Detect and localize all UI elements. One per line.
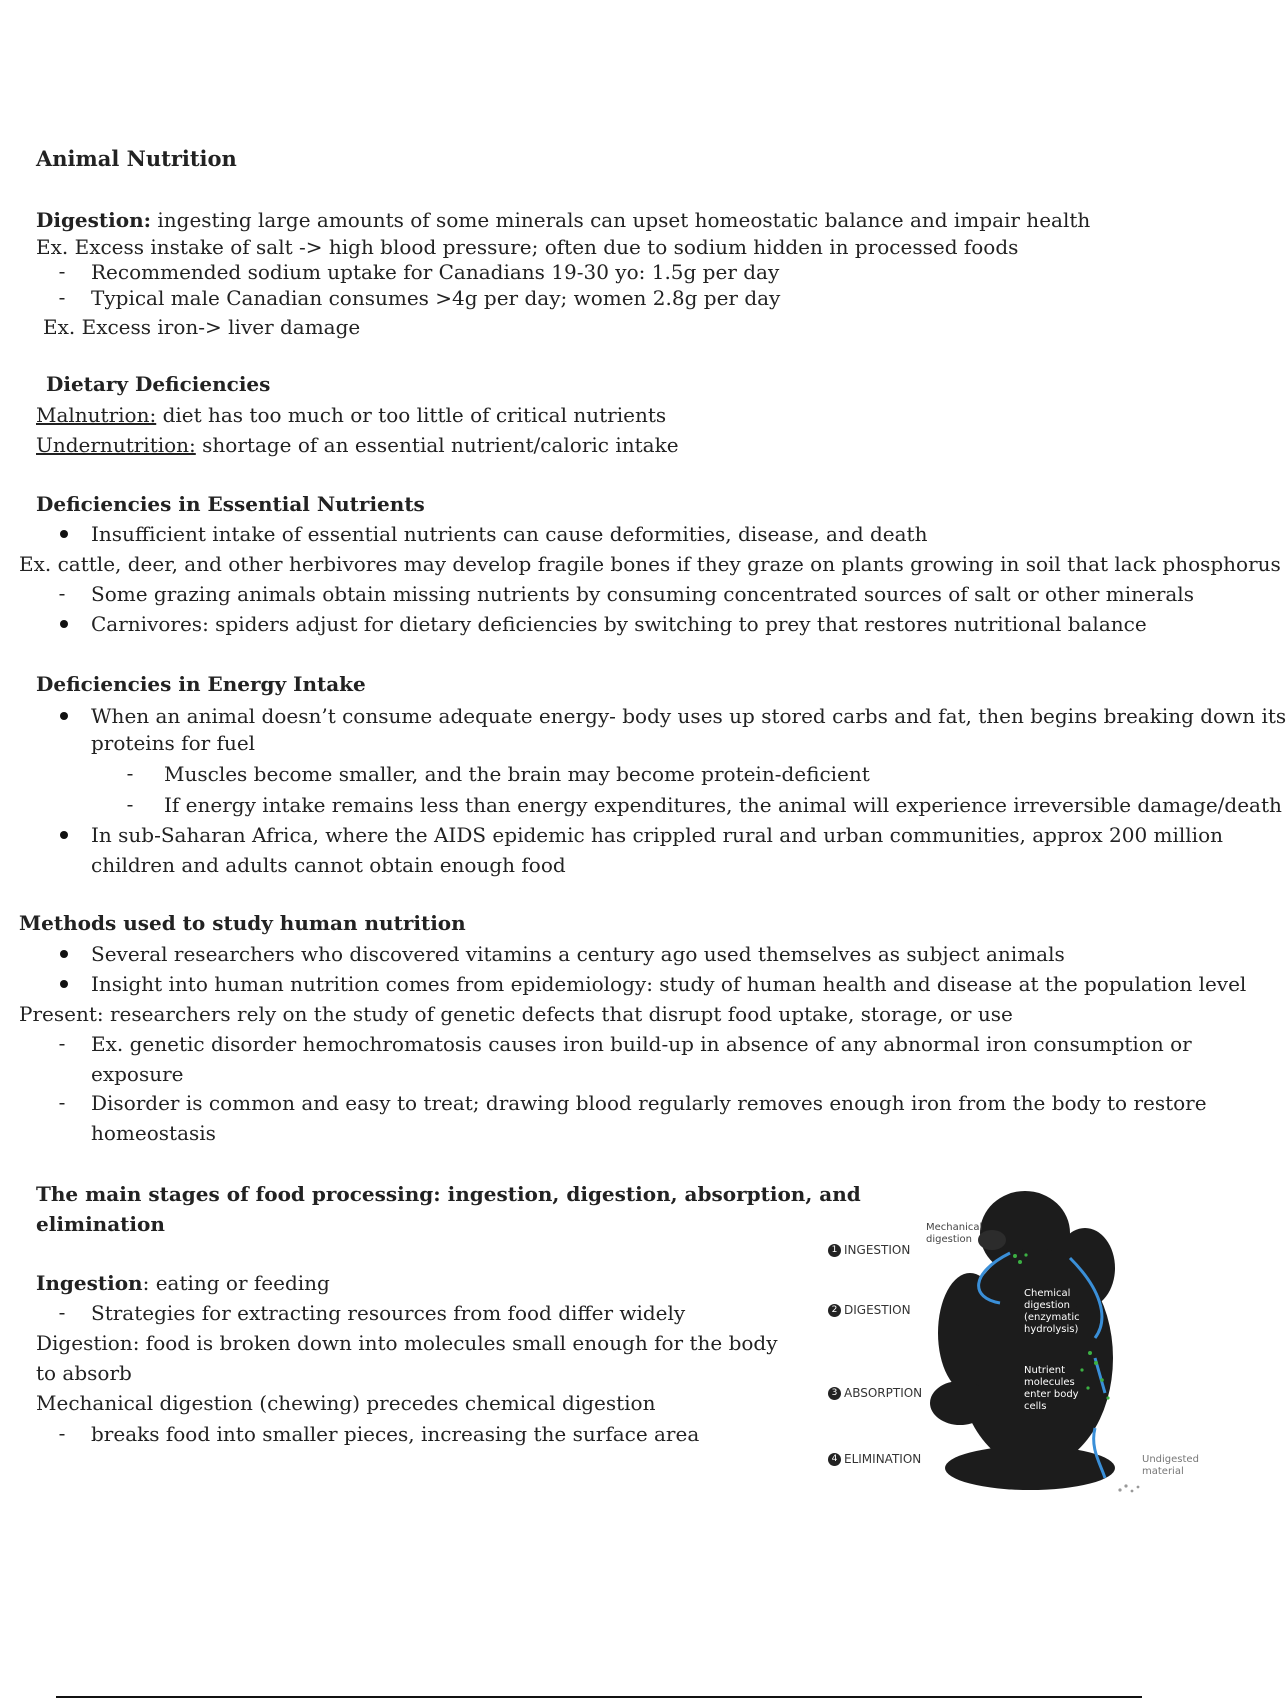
energy-bullet-2-line-1: In sub-Saharan Africa, where the AIDS epidemic has crippled rural and urban communities, approx 200 million [91,823,1224,847]
essential-nutrients-heading: Deficiencies in Essential Nutrients [36,492,425,516]
methods-treatment-line-1: Disorder is common and easy to treat; drawing blood regularly removes enough iron from the body to restore [91,1091,1207,1115]
dash-marker: - [126,761,134,785]
stages-heading-line-2: elimination [36,1212,165,1236]
digestion-stage-line-1: Digestion: food is broken down into molecules small enough for the body [36,1331,778,1355]
energy-sub-muscles: Muscles become smaller, and the brain may become protein-deficient [164,762,870,786]
bullet-dot [60,831,68,839]
dash-marker: - [58,581,66,605]
malnutrition-line [36,402,666,428]
bullet-dot [60,980,68,988]
digestion-example-salt: Ex. Excess instake of salt -> high blood pressure; often due to sodium hidden in processed foods [36,235,1019,259]
dash-marker: - [58,1300,66,1324]
energy-sub-expenditure: If energy intake remains less than energy expenditures, the animal will experience irreversible damage/death [164,793,1282,817]
label-nutrient-molecules: Nutrient molecules enter body cells [1024,1365,1079,1412]
stage-number: 1 [828,1244,841,1257]
dash-marker: - [58,285,66,309]
methods-hemochromatosis-line-2: exposure [91,1062,184,1086]
ingestion-term: Ingestion [36,1271,143,1295]
essential-bullet-1: Insufficient intake of essential nutrients can cause deformities, disease, and death [91,522,928,546]
stage-label: INGESTION [844,1243,911,1257]
mechanical-digestion-line: Mechanical digestion (chewing) precedes chemical digestion [36,1391,656,1415]
essential-example: Ex. cattle, deer, and other herbivores may develop fragile bones if they graze on plants growing in soil that lack phosphorus [19,552,1281,576]
methods-present: Present: researchers rely on the study of genetic defects that disrupt food uptake, storage, or use [19,1002,1013,1026]
bullet-dot [60,712,68,720]
ingestion-line [36,1270,330,1296]
stage-digestion [828,1303,911,1317]
essential-grazing: Some grazing animals obtain missing nutrients by consuming concentrated sources of salt or other minerals [91,582,1194,606]
stage-number: 2 [828,1304,841,1317]
sodium-typical: Typical male Canadian consumes >4g per day; women 2.8g per day [91,286,781,310]
dash-marker: - [58,259,66,283]
essential-carnivores: Carnivores: spiders adjust for dietary deficiencies by switching to prey that restores nutritional balance [91,612,1147,636]
ingestion-strategies: Strategies for extracting resources from food differ widely [91,1301,686,1325]
label-chemical-digestion: Chemical digestion (enzymatic hydrolysis) [1024,1288,1080,1335]
label-mechanical-digestion: Mechanical digestion [926,1222,983,1245]
stages-heading-line-1: The main stages of food processing: ingestion, digestion, absorption, and [36,1182,861,1206]
ingestion-definition: : eating or feeding [142,1271,330,1295]
methods-bullet-vitamins: Several researchers who discovered vitamins a century ago used themselves as subject animals [91,942,1065,966]
stage-number: 4 [828,1453,841,1466]
bullet-dot [60,620,68,628]
malnutrition-definition: diet has too much or too little of critical nutrients [156,403,667,427]
stage-elimination [828,1452,921,1466]
surface-area-line: breaks food into smaller pieces, increasing the surface area [91,1422,700,1446]
page-bottom-rule [56,1696,1142,1698]
bullet-dot [60,950,68,958]
dash-marker: - [58,1090,66,1114]
methods-hemochromatosis-line-1: Ex. genetic disorder hemochromatosis causes iron build-up in absence of any abnormal iron consumption or [91,1032,1192,1056]
stage-absorption [828,1386,922,1400]
methods-heading: Methods used to study human nutrition [19,911,466,935]
gorilla-illustration [820,1158,1199,1498]
stage-ingestion [828,1243,910,1257]
dash-marker: - [126,792,134,816]
digestion-stage-line-2: to absorb [36,1361,132,1385]
methods-bullet-epidemiology: Insight into human nutrition comes from epidemiology: study of human health and disease at the population level [91,972,1247,996]
stage-label: DIGESTION [844,1303,911,1317]
energy-intake-heading: Deficiencies in Energy Intake [36,672,366,696]
digestion-line [36,207,1090,233]
digestion-example-iron: Ex. Excess iron-> liver damage [43,315,361,339]
dash-marker: - [58,1031,66,1055]
energy-bullet-2-line-2: children and adults cannot obtain enough food [91,853,566,877]
methods-treatment-line-2: homeostasis [91,1121,216,1145]
food-processing-figure [820,1158,1199,1498]
label-undigested-material: Undigested material [1142,1454,1199,1477]
dash-marker: - [58,1421,66,1445]
stage-label: ABSORPTION [844,1386,923,1400]
malnutrition-term: Malnutrion: [36,403,157,427]
undernutrition-line [36,432,679,458]
undernutrition-term: Undernutrition: [36,433,196,457]
undernutrition-definition: shortage of an essential nutrient/caloric intake [195,433,679,457]
sodium-recommended: Recommended sodium uptake for Canadians 19-30 yo: 1.5g per day [91,260,780,284]
dietary-deficiencies-heading: Dietary Deficiencies [46,372,271,396]
stage-label: ELIMINATION [844,1452,922,1466]
bullet-dot [60,530,68,538]
energy-bullet-1-line-2: proteins for fuel [91,731,256,755]
stage-number: 3 [828,1387,841,1400]
energy-bullet-1-line-1: When an animal doesn’t consume adequate energy- body uses up stored carbs and fat, then begins breaking down its [91,704,1286,728]
digestion-term: Digestion: [36,208,152,232]
page-title: Animal Nutrition [36,146,237,171]
digestion-definition: ingesting large amounts of some minerals can upset homeostatic balance and impair health [151,208,1091,232]
